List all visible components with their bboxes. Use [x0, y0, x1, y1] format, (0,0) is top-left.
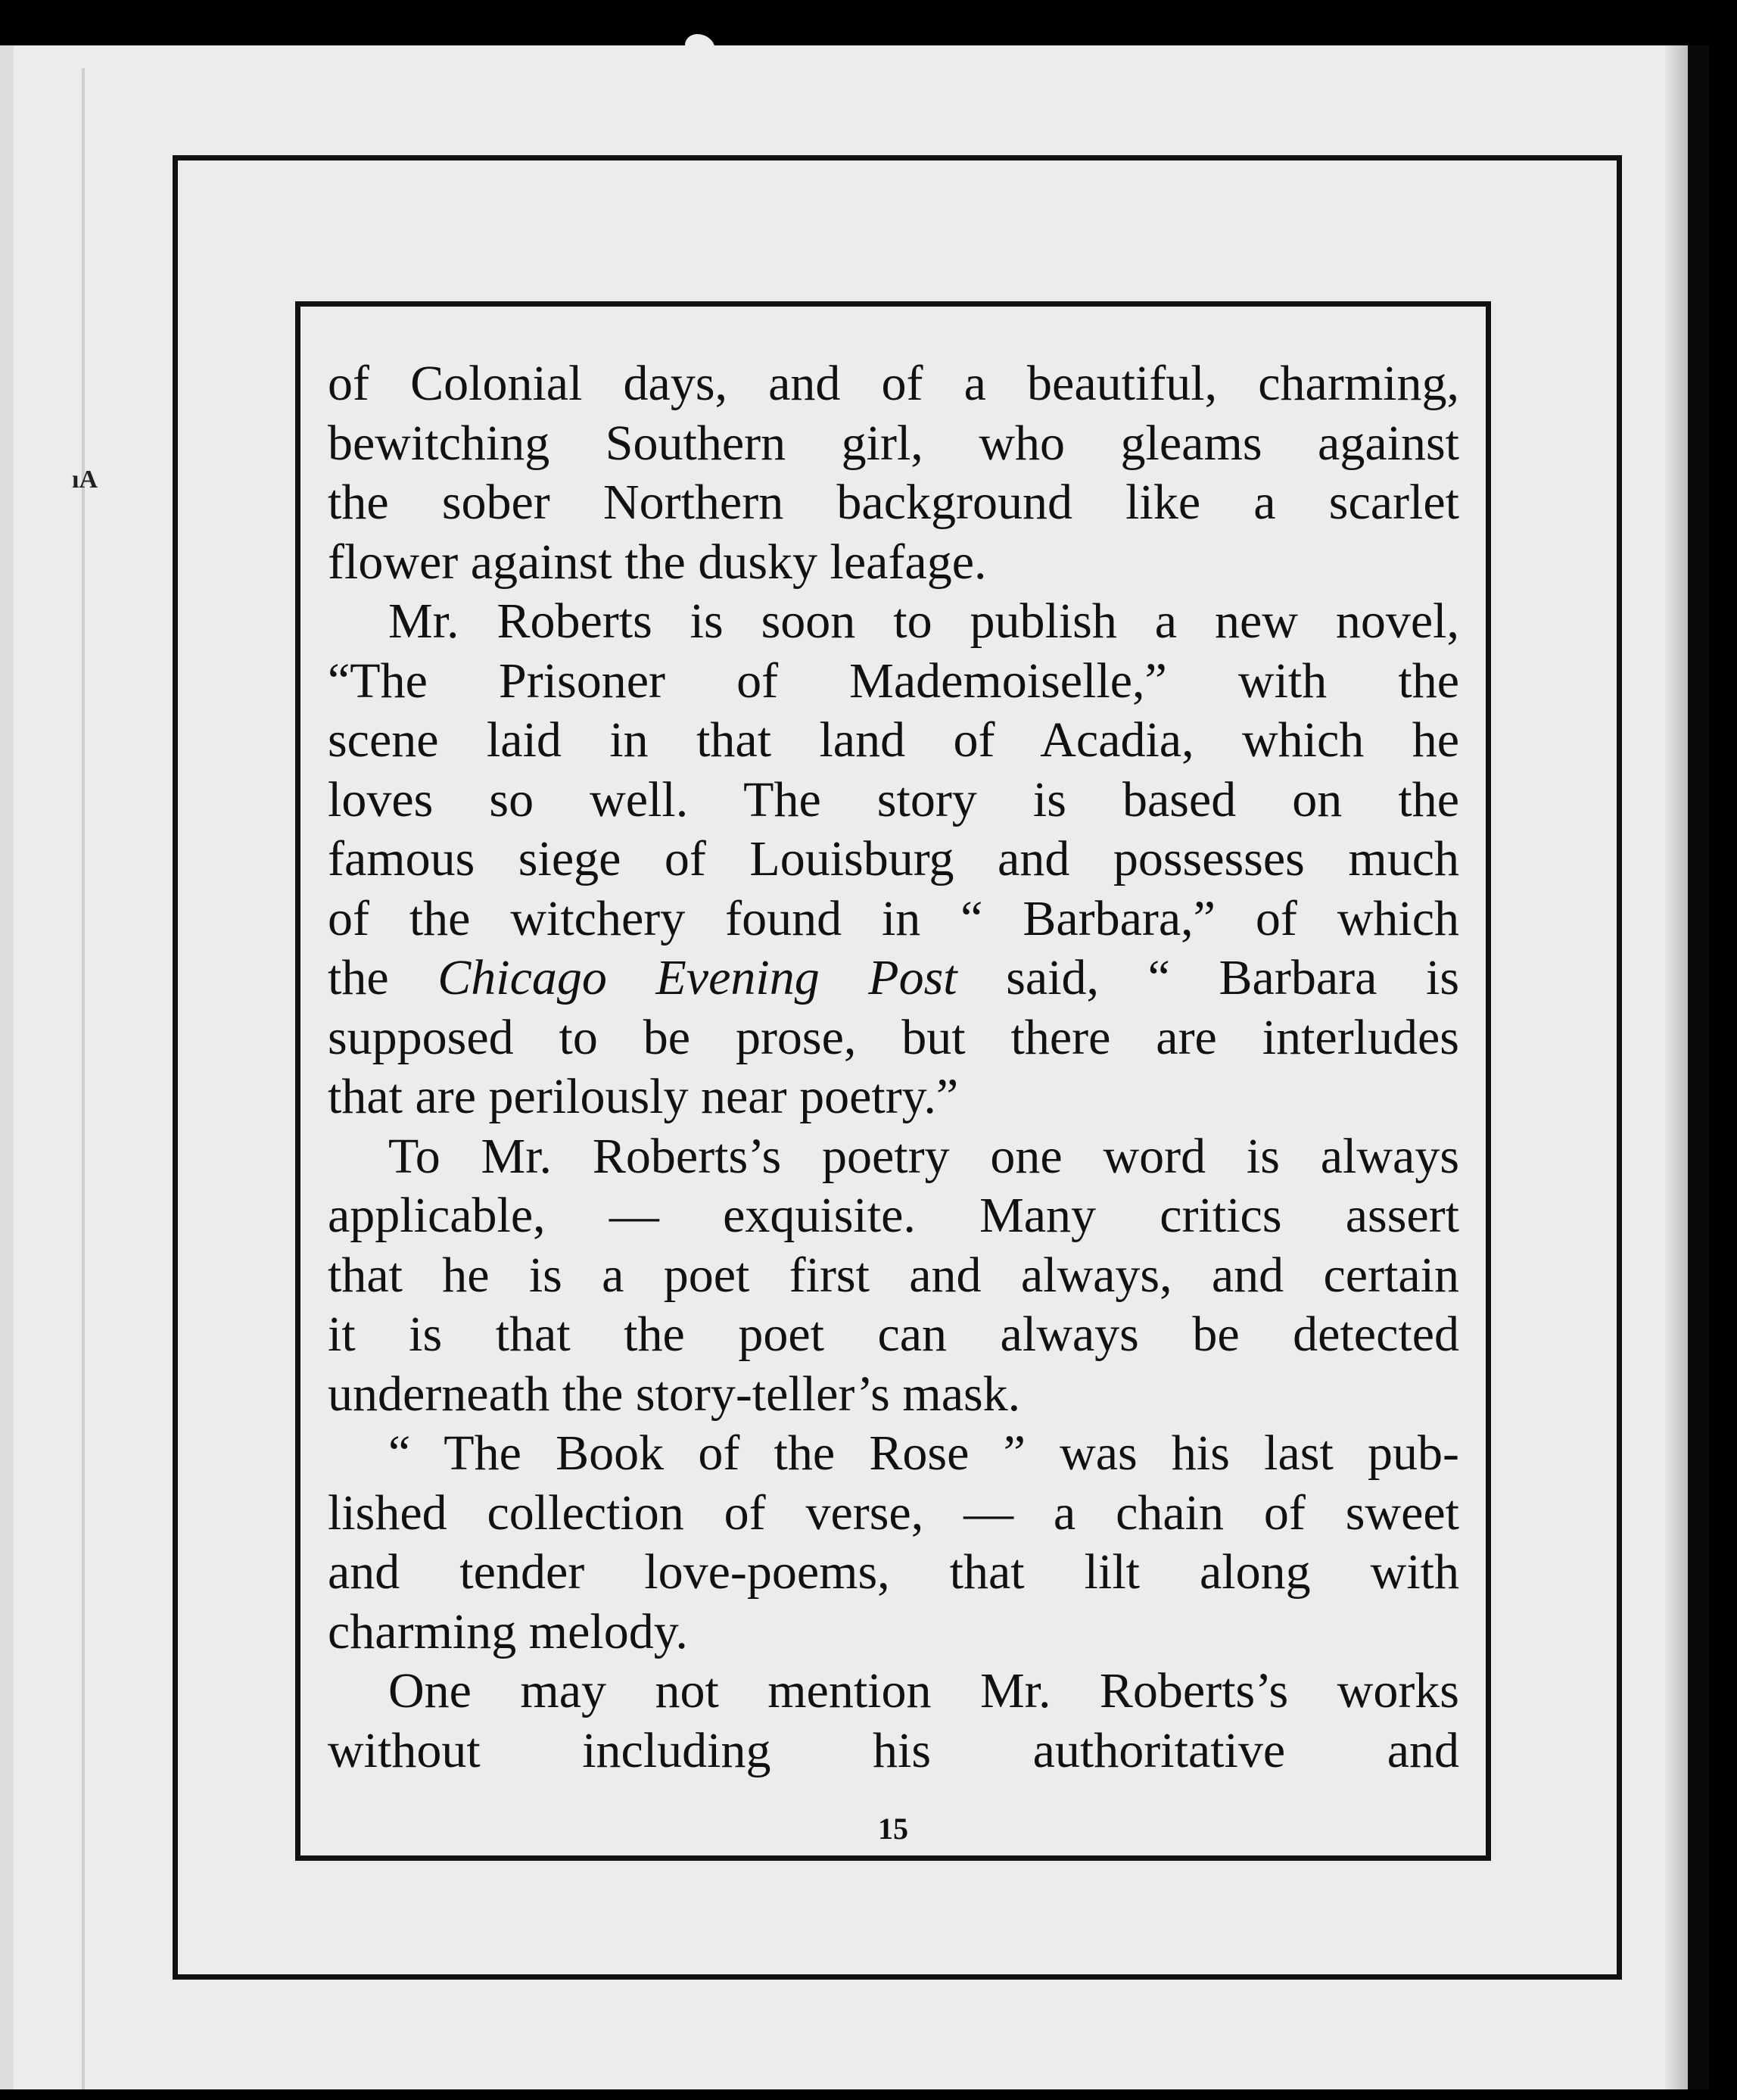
text-line: and tender love-poems, that lilt along with	[328, 1544, 1459, 1600]
paper-tear-mark	[685, 34, 715, 61]
text-line: the sober Northern background like a scarlet	[328, 475, 1459, 530]
text-line: “ The Book of the Rose ” was his last pub-	[388, 1425, 1459, 1481]
line-prefix: the	[328, 950, 438, 1005]
body-text	[328, 354, 1459, 1781]
text-line: of Colonial days, and of a beautiful, charming,	[328, 356, 1459, 411]
page-number: 15	[878, 1812, 908, 1846]
text-line: bewitching Southern girl, who gleams against	[328, 415, 1459, 471]
text-line: underneath the story-teller’s mask.	[328, 1366, 1021, 1422]
text-line: loves so well. The story is based on the	[328, 771, 1459, 827]
text-line: flower against the dusky leafage.	[328, 534, 987, 590]
gutter-line	[82, 68, 85, 2089]
line-suffix: said, “ Barbara is	[957, 950, 1460, 1005]
text-line: Mr. Roberts is soon to publish a new novel,	[388, 594, 1459, 649]
text-line: “The Prisoner of Mademoiselle,” with the	[328, 653, 1459, 709]
text-line: charming melody.	[328, 1603, 688, 1659]
text-line: applicable, — exquisite. Many critics assert	[328, 1188, 1459, 1243]
text-line: To Mr. Roberts’s poetry one word is always	[388, 1128, 1459, 1184]
text-line: One may not mention Mr. Roberts’s works	[388, 1663, 1459, 1718]
text-line: without including his authoritative and	[328, 1722, 1459, 1778]
text-line: famous siege of Louisburg and possesses much	[328, 831, 1459, 886]
text-line: that he is a poet first and always, and certain	[328, 1247, 1459, 1303]
text-line: of the witchery found in “ Barbara,” of which	[328, 890, 1459, 946]
publication-title: Chicago Evening Post	[437, 950, 957, 1005]
page-edge-shadow	[1665, 45, 1688, 2089]
margin-mark: ıA	[72, 466, 98, 494]
text-line: supposed to be prose, but there are interludes	[328, 1009, 1459, 1065]
text-line: that are perilously near poetry.”	[328, 1069, 959, 1124]
text-line-with-italic	[328, 949, 1459, 1008]
scan-border-right	[1688, 45, 1709, 2089]
text-line: lished collection of verse, — a chain of sweet	[328, 1485, 1459, 1541]
text-line: it is that the poet can always be detected	[328, 1307, 1459, 1362]
text-line: scene laid in that land of Acadia, which he	[328, 712, 1459, 768]
facing-page-edge	[0, 45, 14, 2089]
